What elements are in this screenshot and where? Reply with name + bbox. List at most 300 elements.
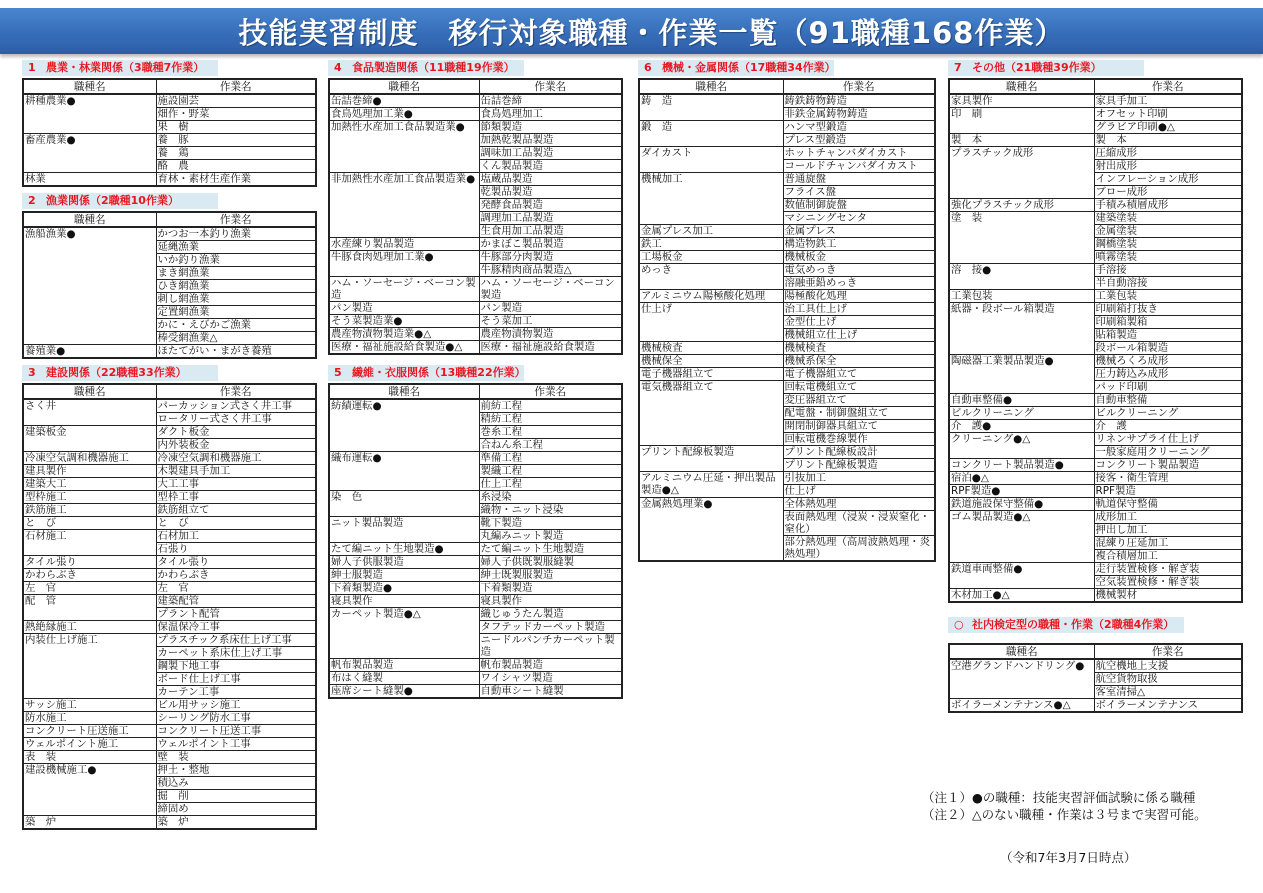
work-cell: 噴霧塗装 bbox=[1094, 251, 1242, 264]
section-title bbox=[328, 365, 524, 381]
work-cell: 金属塗装 bbox=[1094, 225, 1242, 238]
table-row bbox=[639, 498, 935, 511]
occupation-cell: 製 本 bbox=[949, 134, 1094, 147]
occupation-cell: 養殖業● bbox=[23, 345, 156, 359]
section-others bbox=[948, 60, 1243, 603]
occupation-cell: 防水施工 bbox=[23, 712, 156, 725]
section-number: 3 bbox=[28, 366, 36, 379]
table-row bbox=[949, 659, 1242, 673]
work-cell: 走行装置検修・解ぎ装 bbox=[1094, 563, 1242, 576]
occupation-cell: 紙器・段ボール箱製造 bbox=[949, 303, 1094, 355]
occupation-cell: ビルクリーニング bbox=[949, 407, 1094, 420]
occupation-cell: 左 官 bbox=[23, 582, 156, 595]
work-cell: 自動車整備 bbox=[1094, 394, 1242, 407]
table-row bbox=[949, 407, 1242, 420]
occupation-cell: 石材施工 bbox=[23, 530, 156, 556]
table-row bbox=[23, 712, 316, 725]
occupation-cell: さく井 bbox=[23, 399, 156, 426]
page-title: 技能実習制度 移行対象職種・作業一覧（91職種168作業） bbox=[238, 15, 1065, 50]
table-row bbox=[329, 543, 622, 556]
work-cell: 非鉄金属鋳物鋳造 bbox=[783, 108, 935, 121]
table-row bbox=[329, 569, 622, 582]
note-1: （注１）●の職種：技能実習評価試験に係る職種 bbox=[922, 790, 1196, 805]
work-cell: 掘 削 bbox=[156, 790, 316, 803]
occupation-cell: 婦人子供服製造 bbox=[329, 556, 479, 569]
work-cell: 航空貨物取扱 bbox=[1094, 673, 1242, 686]
occupation-cell: 鉄工 bbox=[639, 238, 783, 251]
work-cell: 工業包装 bbox=[1094, 290, 1242, 303]
occupation-cell: 鉄筋施工 bbox=[23, 504, 156, 517]
work-cell: 牛豚部分肉製造 bbox=[479, 251, 622, 264]
table-row bbox=[23, 478, 316, 491]
table-row bbox=[23, 504, 316, 517]
section-number: 6 bbox=[644, 61, 652, 74]
work-cell: 全体熱処理 bbox=[783, 498, 935, 511]
section-title-text: 繊維・衣服関係（13職種22作業） bbox=[352, 366, 526, 379]
occupation-cell: 印 刷 bbox=[949, 108, 1094, 134]
occupation-cell: プリント配線板製造 bbox=[639, 446, 783, 472]
table-row bbox=[23, 699, 316, 712]
job-table bbox=[22, 211, 317, 359]
work-cell: 定置網漁業 bbox=[156, 306, 316, 319]
work-cell: たて編ニット生地製造 bbox=[479, 543, 622, 556]
work-cell: 成形加工 bbox=[1094, 511, 1242, 524]
work-cell: 織じゅうたん製造 bbox=[479, 608, 622, 621]
table-row bbox=[329, 251, 622, 264]
table-row bbox=[639, 342, 935, 355]
table-row bbox=[329, 399, 622, 413]
work-cell: 建築塗装 bbox=[1094, 212, 1242, 225]
table-row bbox=[639, 290, 935, 303]
job-table bbox=[22, 383, 317, 830]
work-cell: 下着類製造 bbox=[479, 582, 622, 595]
work-cell: 糸浸染 bbox=[479, 491, 622, 504]
table-row bbox=[949, 134, 1242, 147]
work-cell: 棒受網漁業△ bbox=[156, 332, 316, 345]
work-cell: 果 樹 bbox=[156, 121, 316, 134]
work-cell: カーテン工事 bbox=[156, 686, 316, 699]
occupation-cell: 建具製作 bbox=[23, 465, 156, 478]
table-row bbox=[329, 672, 622, 685]
table-row bbox=[949, 355, 1242, 368]
work-cell: 木製建具手加工 bbox=[156, 465, 316, 478]
work-cell: 調理加工品製造 bbox=[479, 212, 622, 225]
work-cell: 冷凍空気調和機器施工 bbox=[156, 452, 316, 465]
job-table bbox=[948, 78, 1243, 603]
occupation-cell: 加熱性水産加工食品製造業● bbox=[329, 121, 479, 173]
section-construction bbox=[22, 365, 317, 830]
occupation-cell: 宿泊●△ bbox=[949, 472, 1094, 485]
occupation-cell: タイル張り bbox=[23, 556, 156, 569]
work-cell: いか釣り漁業 bbox=[156, 254, 316, 267]
work-cell: 陽極酸化処理 bbox=[783, 290, 935, 303]
table-row bbox=[23, 173, 316, 187]
table-row bbox=[949, 563, 1242, 576]
work-cell: 鉄筋組立て bbox=[156, 504, 316, 517]
work-cell: 客室清掃△ bbox=[1094, 686, 1242, 699]
table-row bbox=[329, 659, 622, 672]
work-cell: プレス型鍛造 bbox=[783, 134, 935, 147]
column-1 bbox=[22, 60, 317, 830]
occupation-cell: 自動車整備● bbox=[949, 394, 1094, 407]
work-cell: 製 本 bbox=[1094, 134, 1242, 147]
work-cell: 仕上工程 bbox=[479, 478, 622, 491]
work-cell: ホットチャンバダイカスト bbox=[783, 147, 935, 160]
occupation-cell: と び bbox=[23, 517, 156, 530]
work-cell: 自動車シート縫製 bbox=[479, 685, 622, 699]
table-row bbox=[639, 446, 935, 459]
section-title bbox=[948, 617, 1184, 633]
table-row bbox=[23, 94, 316, 108]
table-row bbox=[949, 264, 1242, 277]
work-cell: マシニングセンタ bbox=[783, 212, 935, 225]
occupation-cell: 布はく縫製 bbox=[329, 672, 479, 685]
work-cell: 締固め bbox=[156, 803, 316, 816]
table-row bbox=[949, 108, 1242, 121]
work-header: 作業名 bbox=[783, 79, 935, 94]
occupation-cell: 木材加工●△ bbox=[949, 589, 1094, 603]
section-number: 4 bbox=[334, 61, 342, 74]
work-cell: 合ねん糸工程 bbox=[479, 439, 622, 452]
work-cell: 鋼橋塗装 bbox=[1094, 238, 1242, 251]
work-cell: 家具手加工 bbox=[1094, 94, 1242, 108]
table-row bbox=[23, 556, 316, 569]
work-cell: 織物・ニット浸染 bbox=[479, 504, 622, 517]
table-row bbox=[23, 399, 316, 413]
occupation-cell: 強化プラスチック成形 bbox=[949, 199, 1094, 212]
work-header: 作業名 bbox=[479, 384, 622, 399]
work-header: 作業名 bbox=[156, 79, 316, 94]
occupation-cell: 座席シート縫製● bbox=[329, 685, 479, 699]
work-cell: 溶融亜鉛めっき bbox=[783, 277, 935, 290]
table-row bbox=[23, 738, 316, 751]
work-cell: 複合積層加工 bbox=[1094, 550, 1242, 563]
section-title-text: 食品製造関係（11職種19作業） bbox=[352, 61, 515, 74]
table-row bbox=[949, 420, 1242, 433]
work-cell: 石材加工 bbox=[156, 530, 316, 543]
work-cell: 介 護 bbox=[1094, 420, 1242, 433]
work-cell: プラスチック系床仕上げ工事 bbox=[156, 634, 316, 647]
table-row bbox=[949, 589, 1242, 603]
work-cell: グラビア印刷●△ bbox=[1094, 121, 1242, 134]
occupation-cell: 染 色 bbox=[329, 491, 479, 517]
occupation-cell: ダイカスト bbox=[639, 147, 783, 173]
work-cell: 加熱乾製品製造 bbox=[479, 134, 622, 147]
work-cell: 数値制御旋盤 bbox=[783, 199, 935, 212]
work-cell: 生食用加工品製造 bbox=[479, 225, 622, 238]
table-row bbox=[23, 426, 316, 439]
section-food bbox=[328, 60, 623, 355]
table-row bbox=[329, 277, 622, 302]
table-row bbox=[23, 816, 316, 830]
table-row bbox=[639, 238, 935, 251]
occupation-header: 職種名 bbox=[639, 79, 783, 94]
work-cell: 鋳鉄鋳物鋳造 bbox=[783, 94, 935, 108]
work-cell: そう菜加工 bbox=[479, 315, 622, 328]
occupation-cell: 冷凍空気調和機器施工 bbox=[23, 452, 156, 465]
work-cell: 寝具製作 bbox=[479, 595, 622, 608]
work-cell: 射出成形 bbox=[1094, 160, 1242, 173]
occupation-cell: 医療・福祉施設給食製造●△ bbox=[329, 341, 479, 355]
occupation-cell: 寝具製作 bbox=[329, 595, 479, 608]
section-title bbox=[22, 60, 218, 76]
work-header: 作業名 bbox=[1094, 79, 1242, 94]
work-cell: 機械検査 bbox=[783, 342, 935, 355]
occupation-cell: 内装仕上げ施工 bbox=[23, 634, 156, 699]
work-header: 作業名 bbox=[156, 384, 316, 399]
table-row bbox=[23, 134, 316, 147]
work-cell: 機械製材 bbox=[1094, 589, 1242, 603]
job-table bbox=[948, 643, 1243, 713]
occupation-cell: 農産物漬物製造業●△ bbox=[329, 328, 479, 341]
work-cell: 塩蔵品製造 bbox=[479, 173, 622, 186]
work-cell: RPF製造 bbox=[1094, 485, 1242, 498]
table-row bbox=[23, 491, 316, 504]
occupation-cell: ゴム製品製造●△ bbox=[949, 511, 1094, 563]
work-cell: 混練り圧延加工 bbox=[1094, 537, 1242, 550]
occupation-cell: 溶 接● bbox=[949, 264, 1094, 290]
table-row bbox=[23, 751, 316, 764]
section-number: ○ bbox=[954, 618, 964, 631]
table-row bbox=[949, 147, 1242, 160]
table-row bbox=[23, 345, 316, 359]
table-row bbox=[639, 147, 935, 160]
occupation-cell: 紳士服製造 bbox=[329, 569, 479, 582]
work-cell: ビル用サッシ施工 bbox=[156, 699, 316, 712]
occupation-cell: アルミニウム圧延・押出製品製造●△ bbox=[639, 472, 783, 498]
column-3 bbox=[638, 60, 936, 562]
table-row bbox=[329, 556, 622, 569]
table-row bbox=[949, 511, 1242, 524]
work-cell: ボード仕上げ工事 bbox=[156, 673, 316, 686]
work-cell: オフセット印刷 bbox=[1094, 108, 1242, 121]
work-cell: コールドチャンバダイカスト bbox=[783, 160, 935, 173]
table-row bbox=[23, 530, 316, 543]
section-number: 1 bbox=[28, 61, 36, 74]
work-cell: 施設園芸 bbox=[156, 94, 316, 108]
table-row bbox=[949, 433, 1242, 446]
table-row bbox=[949, 199, 1242, 212]
section-textile bbox=[328, 365, 623, 699]
occupation-cell: カーペット製造●△ bbox=[329, 608, 479, 659]
work-cell: 部分熱処理（高周波熱処理・炎熱処理） bbox=[783, 536, 935, 562]
table-row bbox=[23, 569, 316, 582]
table-row bbox=[949, 498, 1242, 511]
table-row bbox=[329, 108, 622, 121]
occupation-cell: 仕上げ bbox=[639, 303, 783, 342]
table-row bbox=[949, 485, 1242, 498]
occupation-cell: 空港グランドハンドリング● bbox=[949, 659, 1094, 699]
work-cell: ニードルパンチカーペット製造 bbox=[479, 634, 622, 659]
work-cell: かに・えびかご漁業 bbox=[156, 319, 316, 332]
table-row bbox=[949, 472, 1242, 485]
occupation-cell: 牛豚食肉処理加工業● bbox=[329, 251, 479, 277]
work-cell: 接客・衛生管理 bbox=[1094, 472, 1242, 485]
table-row bbox=[639, 303, 935, 316]
occupation-cell: たて編ニット生地製造● bbox=[329, 543, 479, 556]
work-cell: 缶詰巻締 bbox=[479, 94, 622, 108]
occupation-cell: 家具製作 bbox=[949, 94, 1094, 108]
work-cell: 乾製品製造 bbox=[479, 186, 622, 199]
occupation-header: 職種名 bbox=[23, 384, 156, 399]
table-row bbox=[639, 251, 935, 264]
occupation-cell: 塗 装 bbox=[949, 212, 1094, 264]
occupation-cell: 機械加工 bbox=[639, 173, 783, 225]
work-cell: タフテッドカーペット製造 bbox=[479, 621, 622, 634]
work-cell: 機械組立仕上げ bbox=[783, 329, 935, 342]
occupation-cell: 漁船漁業● bbox=[23, 227, 156, 345]
work-cell: 酪 農 bbox=[156, 160, 316, 173]
work-cell: 貼箱製造 bbox=[1094, 329, 1242, 342]
occupation-cell: 工業包装 bbox=[949, 290, 1094, 303]
occupation-cell: 水産練り製品製造 bbox=[329, 238, 479, 251]
occupation-cell: 電気機器組立て bbox=[639, 381, 783, 446]
work-cell: 一般家庭用クリーニング bbox=[1094, 446, 1242, 459]
work-header: 作業名 bbox=[156, 212, 316, 227]
work-cell: 電気めっき bbox=[783, 264, 935, 277]
work-cell: ビルクリーニング bbox=[1094, 407, 1242, 420]
occupation-header: 職種名 bbox=[23, 79, 156, 94]
section-number: 5 bbox=[334, 366, 342, 379]
table-row bbox=[23, 595, 316, 608]
occupation-cell: ニット製品製造 bbox=[329, 517, 479, 543]
work-cell: タイル張り bbox=[156, 556, 316, 569]
work-cell: 農産物漬物製造 bbox=[479, 328, 622, 341]
table-row bbox=[329, 517, 622, 530]
table-row bbox=[329, 452, 622, 465]
occupation-cell: クリーニング●△ bbox=[949, 433, 1094, 459]
work-cell: 築 炉 bbox=[156, 816, 316, 830]
as-of-date: （令和7年3月7日時点） bbox=[1000, 850, 1137, 865]
table-row bbox=[639, 368, 935, 381]
occupation-cell: 電子機器組立て bbox=[639, 368, 783, 381]
section-title-text: 社内検定型の職種・作業（2職種4作業） bbox=[972, 618, 1175, 631]
work-cell: 養 鶏 bbox=[156, 147, 316, 160]
work-cell: かつお一本釣り漁業 bbox=[156, 227, 316, 241]
table-row bbox=[23, 634, 316, 647]
work-cell: かまぼこ製品製造 bbox=[479, 238, 622, 251]
footnotes bbox=[922, 789, 1207, 823]
note-2: （注２）△のない職種・作業は３号まで実習可能。 bbox=[922, 807, 1207, 822]
work-cell: 調味加工品製造 bbox=[479, 147, 622, 160]
table-row bbox=[23, 725, 316, 738]
column-2 bbox=[328, 60, 623, 699]
work-cell: 金型仕上げ bbox=[783, 316, 935, 329]
occupation-header: 職種名 bbox=[329, 384, 479, 399]
work-cell: 仕上げ bbox=[783, 485, 935, 498]
section-title bbox=[638, 60, 834, 76]
occupation-cell: 鋳 造 bbox=[639, 94, 783, 121]
work-cell: 段ボール箱製造 bbox=[1094, 342, 1242, 355]
occupation-cell: 織布運転● bbox=[329, 452, 479, 491]
table-row bbox=[949, 290, 1242, 303]
table-row bbox=[329, 238, 622, 251]
table-row bbox=[639, 381, 935, 394]
work-cell: 靴下製造 bbox=[479, 517, 622, 530]
job-table bbox=[638, 78, 936, 562]
table-row bbox=[639, 173, 935, 186]
table-row bbox=[23, 227, 316, 241]
occupation-cell: 鉄道施設保守整備● bbox=[949, 498, 1094, 511]
occupation-cell: コンクリート製品製造● bbox=[949, 459, 1094, 472]
job-table bbox=[22, 78, 317, 187]
work-cell: 機械ろくろ成形 bbox=[1094, 355, 1242, 368]
table-row bbox=[949, 699, 1242, 713]
work-cell: 製織工程 bbox=[479, 465, 622, 478]
occupation-cell: 畜産農業● bbox=[23, 134, 156, 173]
occupation-cell: サッシ施工 bbox=[23, 699, 156, 712]
table-row bbox=[639, 94, 935, 108]
work-cell: と び bbox=[156, 517, 316, 530]
table-row bbox=[23, 621, 316, 634]
work-cell: 半自動溶接 bbox=[1094, 277, 1242, 290]
work-cell: 普通旋盤 bbox=[783, 173, 935, 186]
work-cell: ワイシャツ製造 bbox=[479, 672, 622, 685]
work-cell: 発酵食品製造 bbox=[479, 199, 622, 212]
occupation-cell: 金属プレス加工 bbox=[639, 225, 783, 238]
occupation-header: 職種名 bbox=[949, 644, 1094, 659]
work-cell: ウェルポイント工事 bbox=[156, 738, 316, 751]
work-cell: 畑作・野菜 bbox=[156, 108, 316, 121]
work-cell: 押出し加工 bbox=[1094, 524, 1242, 537]
table-row bbox=[639, 121, 935, 134]
work-cell: ハム・ソーセージ・ベーコン製造 bbox=[479, 277, 622, 302]
occupation-header: 職種名 bbox=[23, 212, 156, 227]
job-table bbox=[328, 78, 623, 355]
work-cell: 食鳥処理加工 bbox=[479, 108, 622, 121]
section-machinery bbox=[638, 60, 936, 562]
work-cell: 紳士既製服製造 bbox=[479, 569, 622, 582]
work-cell: 前紡工程 bbox=[479, 399, 622, 413]
work-cell: 配電盤・制御盤組立て bbox=[783, 407, 935, 420]
work-header: 作業名 bbox=[479, 79, 622, 94]
work-header: 作業名 bbox=[1094, 644, 1242, 659]
occupation-cell: コンクリート圧送施工 bbox=[23, 725, 156, 738]
table-row bbox=[329, 595, 622, 608]
work-cell: 婦人子供既製服縫製 bbox=[479, 556, 622, 569]
occupation-cell: かわらぶき bbox=[23, 569, 156, 582]
work-cell: シーリング防水工事 bbox=[156, 712, 316, 725]
work-cell: 手積み積層成形 bbox=[1094, 199, 1242, 212]
work-cell: プリント配線板設計 bbox=[783, 446, 935, 459]
occupation-cell: そう菜製造業● bbox=[329, 315, 479, 328]
occupation-cell: 介 護● bbox=[949, 420, 1094, 433]
table-row bbox=[329, 173, 622, 186]
work-cell: ボイラーメンテナンス bbox=[1094, 699, 1242, 713]
work-cell: 牛豚精肉商品製造△ bbox=[479, 264, 622, 277]
section-title-text: 漁業関係（2職種10作業） bbox=[46, 194, 179, 207]
occupation-cell: ボイラーメンテナンス●△ bbox=[949, 699, 1094, 713]
work-cell: ダクト板金 bbox=[156, 426, 316, 439]
work-cell: 鋼製下地工事 bbox=[156, 660, 316, 673]
work-cell: 石張り bbox=[156, 543, 316, 556]
work-cell: コンクリート製品製造 bbox=[1094, 459, 1242, 472]
section-number: 2 bbox=[28, 194, 36, 207]
work-cell: 大工工事 bbox=[156, 478, 316, 491]
table-row bbox=[23, 465, 316, 478]
work-cell: 機械系保全 bbox=[783, 355, 935, 368]
occupation-cell: ハム・ソーセージ・ベーコン製造 bbox=[329, 277, 479, 302]
section-fishery bbox=[22, 193, 317, 359]
work-cell: 手溶接 bbox=[1094, 264, 1242, 277]
work-cell: パッド印刷 bbox=[1094, 381, 1242, 394]
work-cell: かわらぶき bbox=[156, 569, 316, 582]
occupation-cell: プラスチック成形 bbox=[949, 147, 1094, 199]
occupation-cell: 紡績運転● bbox=[329, 399, 479, 452]
table-row bbox=[329, 94, 622, 108]
work-cell: 印刷箱打抜き bbox=[1094, 303, 1242, 316]
work-cell: 圧力鋳込み成形 bbox=[1094, 368, 1242, 381]
